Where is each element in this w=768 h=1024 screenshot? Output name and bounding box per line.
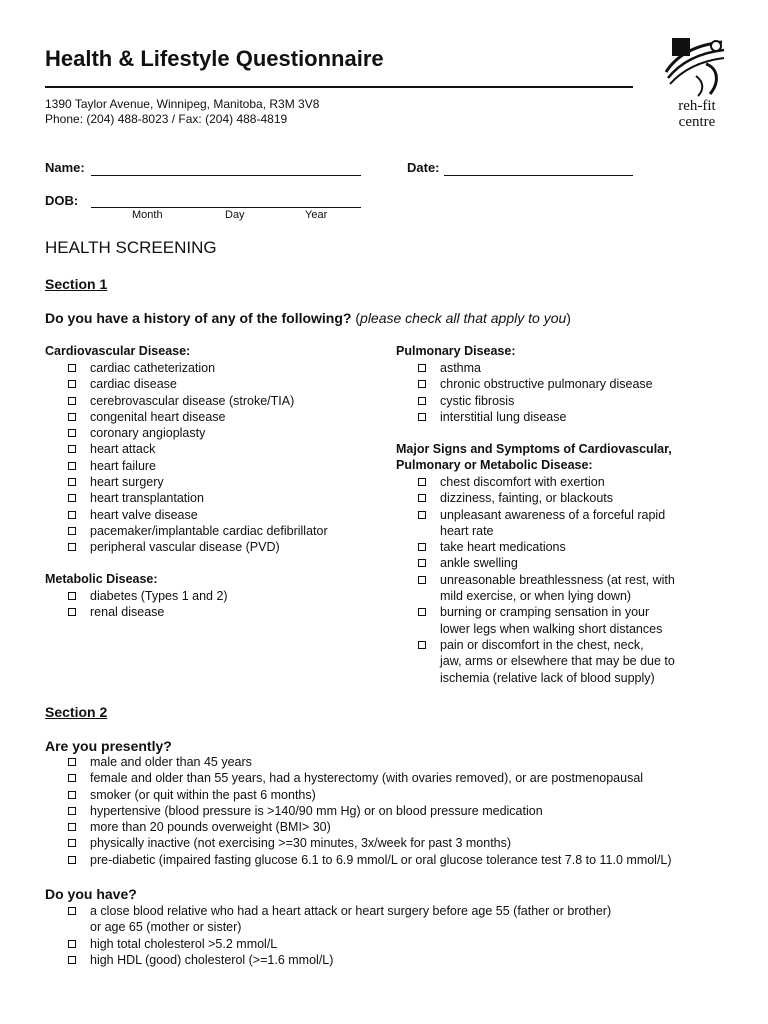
- checklist-item[interactable]: [68, 474, 328, 490]
- checklist-item-label: renal disease: [90, 605, 165, 620]
- history-question-note: please check all that apply to you: [360, 310, 567, 326]
- page-title: Health & Lifestyle Questionnaire: [45, 46, 384, 71]
- checkbox[interactable]: [418, 478, 426, 486]
- checkbox[interactable]: [418, 397, 426, 405]
- presently-question: Are you presently?: [45, 738, 172, 754]
- checklist-item[interactable]: [68, 819, 672, 835]
- checklist-item[interactable]: [68, 835, 672, 851]
- checklist-item-label: chest discomfort with exertion: [440, 475, 605, 489]
- checklist-item-label: congenital heart disease: [90, 409, 226, 424]
- pulmonary-disease-heading: Pulmonary Disease:: [396, 344, 516, 358]
- checklist-item-label: ischemia (relative lack of blood supply): [440, 670, 655, 685]
- checkbox[interactable]: [68, 823, 76, 831]
- checklist-item-label: pre-diabetic (impaired fasting glucose 6.1 to 6.9 mmol/L or oral glucose tolerance test 7.8 to 11.0 mmol/L): [90, 852, 672, 867]
- checklist-item[interactable]: [68, 787, 672, 803]
- checklist-item[interactable]: [418, 409, 653, 425]
- logo-text-reh-fit: reh-fit: [678, 98, 716, 114]
- checkbox[interactable]: [418, 413, 426, 421]
- checklist-item-label: unpleasant awareness of a forceful rapid: [440, 507, 666, 522]
- checklist-item[interactable]: [418, 490, 675, 506]
- checklist-item[interactable]: [68, 376, 328, 392]
- checklist-item[interactable]: [68, 393, 328, 409]
- checklist-item-label: pain or discomfort in the chest, neck,: [440, 637, 644, 652]
- checklist-item-label: lower legs when walking short distances: [440, 621, 663, 636]
- checkbox[interactable]: [68, 791, 76, 799]
- checkbox[interactable]: [68, 413, 76, 421]
- pulmonary-checklist: [418, 360, 653, 425]
- checklist-item[interactable]: [418, 637, 675, 686]
- symptoms-heading-line-1: Major Signs and Symptoms of Cardiovascular,: [396, 442, 672, 456]
- checkbox[interactable]: [418, 380, 426, 388]
- checklist-item[interactable]: [68, 490, 328, 506]
- checklist-item-label: diabetes (Types 1 and 2): [90, 589, 228, 603]
- checkbox[interactable]: [68, 758, 76, 766]
- checklist-item-label: take heart medications: [440, 540, 566, 555]
- checklist-item-label: asthma: [440, 361, 481, 375]
- health-screening-heading: HEALTH SCREENING: [45, 238, 217, 257]
- history-question: Do you have a history of any of the following? (please check all that apply to you): [45, 310, 571, 326]
- checklist-item[interactable]: [68, 936, 611, 952]
- symptoms-checklist: [418, 474, 675, 686]
- checklist-item-label: cerebrovascular disease (stroke/TIA): [90, 393, 295, 408]
- checklist-item[interactable]: [68, 852, 672, 868]
- checklist-item-label: smoker (or quit within the past 6 months): [90, 787, 316, 802]
- checklist-item-label: hypertensive (blood pressure is >140/90 mm Hg) or on blood pressure medication: [90, 803, 543, 818]
- checkbox[interactable]: [68, 397, 76, 405]
- dob-field[interactable]: [91, 207, 361, 208]
- logo-text-centre: centre: [678, 114, 716, 130]
- checklist-item[interactable]: [68, 425, 328, 441]
- checkbox[interactable]: [418, 641, 426, 649]
- name-label: Name:: [45, 160, 85, 175]
- have-checklist: [68, 903, 611, 968]
- checklist-item[interactable]: [418, 474, 675, 490]
- checklist-item-label: heart failure: [90, 458, 157, 473]
- dob-day-caption: Day: [225, 209, 245, 221]
- checklist-item-label: coronary angioplasty: [90, 426, 206, 441]
- checklist-item-label: heart surgery: [90, 475, 164, 490]
- checklist-item[interactable]: [68, 458, 328, 474]
- checklist-item-label: cardiac catheterization: [90, 361, 216, 375]
- checklist-item[interactable]: [418, 572, 675, 605]
- section-2-heading: Section 2: [45, 704, 108, 720]
- have-question: Do you have?: [45, 886, 137, 902]
- checklist-item[interactable]: [68, 754, 672, 770]
- address-line: 1390 Taylor Avenue, Winnipeg, Manitoba, R3M 3V8: [45, 97, 320, 111]
- checklist-item[interactable]: [68, 588, 228, 604]
- checklist-item[interactable]: [68, 360, 328, 376]
- checklist-item-label: pacemaker/implantable cardiac defibrillator: [90, 523, 328, 538]
- checkbox[interactable]: [418, 576, 426, 584]
- checklist-item-label: dizziness, fainting, or blackouts: [440, 491, 614, 506]
- date-field[interactable]: [444, 175, 633, 176]
- checkbox[interactable]: [68, 364, 76, 372]
- checklist-item-label: male and older than 45 years: [90, 755, 252, 769]
- checklist-item-label: interstitial lung disease: [440, 409, 567, 424]
- checklist-item-label: burning or cramping sensation in your: [440, 605, 650, 620]
- checklist-item[interactable]: [418, 604, 675, 637]
- checkbox[interactable]: [418, 559, 426, 567]
- checklist-item[interactable]: [68, 507, 328, 523]
- history-question-text: Do you have a history of any of the following?: [45, 310, 352, 326]
- checkbox[interactable]: [68, 907, 76, 915]
- checklist-item[interactable]: [68, 441, 328, 457]
- checkbox[interactable]: [68, 940, 76, 948]
- checklist-item-label: ankle swelling: [440, 556, 518, 571]
- checklist-item[interactable]: [68, 604, 228, 620]
- checklist-item[interactable]: [68, 523, 328, 539]
- checkbox[interactable]: [68, 956, 76, 964]
- checkbox[interactable]: [418, 494, 426, 502]
- checklist-item[interactable]: [418, 539, 675, 555]
- checklist-item-label: heart rate: [440, 523, 494, 538]
- checklist-item-label: cystic fibrosis: [440, 393, 515, 408]
- checkbox[interactable]: [68, 380, 76, 388]
- checklist-item-label: unreasonable breathlessness (at rest, with: [440, 572, 675, 587]
- date-label: Date:: [407, 160, 440, 175]
- checklist-item-label: jaw, arms or elsewhere that may be due to: [440, 654, 675, 669]
- checkbox[interactable]: [68, 494, 76, 502]
- checklist-item-label: heart valve disease: [90, 507, 198, 522]
- cardiovascular-checklist: [68, 360, 328, 556]
- checklist-item-label: chronic obstructive pulmonary disease: [440, 377, 653, 392]
- checklist-item[interactable]: [418, 376, 653, 392]
- checkbox[interactable]: [68, 774, 76, 782]
- presently-checklist: [68, 754, 672, 868]
- metabolic-checklist: [68, 588, 228, 621]
- checklist-item[interactable]: [68, 903, 611, 936]
- checklist-item-label: peripheral vascular disease (PVD): [90, 540, 280, 555]
- checklist-item-label: mild exercise, or when lying down): [440, 589, 632, 604]
- title-divider: [45, 86, 633, 88]
- checkbox[interactable]: [418, 543, 426, 551]
- checkbox[interactable]: [68, 527, 76, 535]
- checkbox[interactable]: [68, 839, 76, 847]
- checklist-item-label: female and older than 55 years, had a hysterectomy (with ovaries removed), or are postmenopausal: [90, 771, 644, 786]
- checklist-item[interactable]: [68, 803, 672, 819]
- dob-year-caption: Year: [305, 209, 328, 221]
- checkbox[interactable]: [68, 445, 76, 453]
- checklist-item[interactable]: [418, 393, 653, 409]
- checklist-item[interactable]: [68, 409, 328, 425]
- checklist-item[interactable]: [68, 952, 611, 968]
- checklist-item-label: physically inactive (not exercising >=30 minutes, 3x/week for past 3 months): [90, 836, 512, 851]
- checklist-item-label: heart transplantation: [90, 491, 204, 506]
- reh-fit-logo-mark-icon: [660, 36, 734, 98]
- cardiovascular-disease-heading: Cardiovascular Disease:: [45, 344, 191, 358]
- checkbox[interactable]: [418, 364, 426, 372]
- checkbox[interactable]: [68, 429, 76, 437]
- checklist-item[interactable]: [418, 555, 675, 571]
- checkbox[interactable]: [68, 608, 76, 616]
- checkbox[interactable]: [68, 592, 76, 600]
- checkbox[interactable]: [418, 608, 426, 616]
- checkbox[interactable]: [418, 511, 426, 519]
- checkbox[interactable]: [68, 478, 76, 486]
- phone-fax-line: Phone: (204) 488-8023 / Fax: (204) 488-4819: [45, 112, 288, 126]
- checklist-item[interactable]: [418, 360, 653, 376]
- checkbox[interactable]: [68, 807, 76, 815]
- checklist-item-label: cardiac disease: [90, 377, 177, 392]
- checklist-item-label: heart attack: [90, 442, 156, 457]
- dob-month-caption: Month: [132, 209, 163, 221]
- section-1-heading: Section 1: [45, 276, 108, 292]
- checklist-item-label: high HDL (good) cholesterol (>=1.6 mmol/L): [90, 952, 334, 967]
- checklist-item-label: or age 65 (mother or sister): [90, 920, 242, 935]
- checkbox[interactable]: [68, 462, 76, 470]
- checkbox[interactable]: [68, 856, 76, 864]
- name-field[interactable]: [91, 175, 361, 176]
- checkbox[interactable]: [68, 511, 76, 519]
- metabolic-disease-heading: Metabolic Disease:: [45, 572, 158, 586]
- checklist-item-label: high total cholesterol >5.2 mmol/L: [90, 936, 278, 951]
- checklist-item-label: a close blood relative who had a heart attack or heart surgery before age 55 (father or brother): [90, 904, 612, 918]
- symptoms-heading-line-2: Pulmonary or Metabolic Disease:: [396, 458, 593, 472]
- checklist-item[interactable]: [68, 539, 328, 555]
- checkbox[interactable]: [68, 543, 76, 551]
- dob-label: DOB:: [45, 193, 79, 208]
- checklist-item-label: more than 20 pounds overweight (BMI> 30): [90, 820, 331, 835]
- checklist-item[interactable]: [68, 770, 672, 786]
- checklist-item[interactable]: [418, 507, 675, 540]
